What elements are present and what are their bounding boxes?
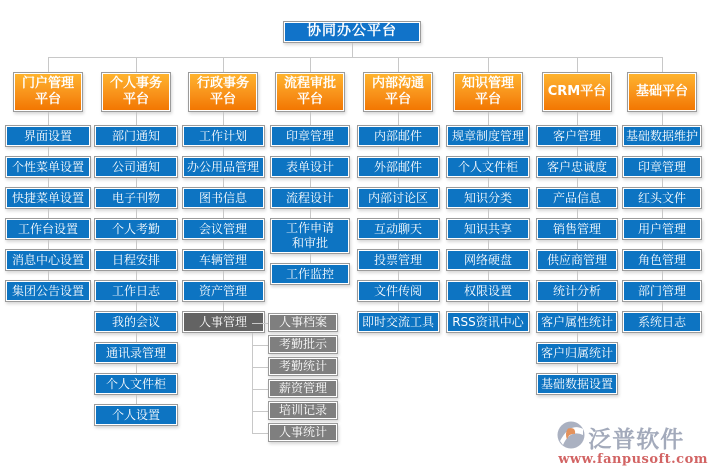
chart-node-label: 工作台设置	[17, 221, 78, 236]
chart-node	[94, 373, 178, 395]
fanpu-logo-icon	[556, 420, 586, 454]
platform-header	[101, 72, 171, 112]
platform-header-label: 个人事务	[109, 75, 162, 91]
chart-node	[446, 156, 530, 178]
chart-node-label: 人事统计	[278, 425, 327, 439]
platform-header-label: 行政事务	[196, 75, 249, 91]
connector-line	[252, 411, 268, 412]
chart-node	[94, 404, 178, 426]
chart-node-label: 通讯录管理	[105, 345, 166, 360]
chart-node	[94, 342, 178, 364]
chart-node	[270, 156, 350, 178]
chart-node-label: 知识共享	[463, 221, 512, 236]
chart-node-label: 流程设计	[285, 190, 334, 205]
chart-node-label: 部门通知	[111, 128, 160, 143]
chart-node-label: 部门管理	[637, 283, 686, 298]
connector-line	[488, 271, 489, 280]
chart-node-label: 内部邮件	[373, 128, 422, 143]
chart-node-label: 工作计划	[198, 128, 247, 143]
platform-header-label: CRM平台	[547, 83, 607, 99]
chart-node-label: 系统日志	[637, 314, 686, 329]
connector-line	[662, 302, 663, 311]
connector-line	[577, 364, 578, 373]
chart-node-label: 即时交流工具	[361, 314, 434, 329]
chart-node-label: 个人文件柜	[457, 159, 518, 174]
chart-node-label: 个人文件柜	[105, 376, 166, 391]
chart-node-label: 工作申请	[285, 221, 334, 235]
platform-header	[542, 72, 612, 112]
platform-header-label: 门户管理	[21, 75, 74, 91]
connector-line	[662, 57, 663, 72]
chart-node-label: RSS资讯中心	[452, 314, 524, 329]
connector-line	[310, 57, 311, 72]
chart-node	[357, 218, 440, 240]
chart-node-label: 产品信息	[552, 190, 601, 205]
chart-node-label-line2: 和审批	[291, 236, 328, 250]
connector-line	[223, 240, 224, 249]
watermark	[556, 420, 708, 467]
chart-node	[622, 249, 702, 271]
chart-node	[446, 280, 530, 302]
connector-line	[48, 57, 662, 58]
chart-node-label: 人事管理	[198, 314, 247, 329]
connector-line	[577, 147, 578, 156]
chart-node	[270, 263, 350, 285]
chart-node	[94, 218, 178, 240]
chart-node-label: 外部邮件	[373, 159, 422, 174]
connector-line	[577, 57, 578, 72]
chart-node	[357, 280, 440, 302]
chart-node	[268, 401, 338, 420]
connector-line	[136, 364, 137, 373]
connector-line	[488, 209, 489, 218]
connector-line	[577, 333, 578, 342]
platform-header-label: 流程审批	[283, 75, 336, 91]
chart-node	[622, 125, 702, 147]
chart-node-label: 权限设置	[463, 283, 512, 298]
chart-node	[536, 280, 618, 302]
connector-line	[398, 147, 399, 156]
chart-node	[536, 342, 618, 364]
chart-node	[536, 187, 618, 209]
chart-node	[94, 280, 178, 302]
chart-node-label: 销售管理	[552, 221, 601, 236]
chart-node	[357, 125, 440, 147]
chart-node	[536, 218, 618, 240]
chart-node	[270, 218, 350, 254]
connector-line	[398, 57, 399, 72]
connector-line	[223, 147, 224, 156]
chart-node-label: 互动聊天	[373, 221, 422, 236]
connector-line	[577, 112, 578, 125]
chart-node-label: 基础数据设置	[540, 376, 613, 391]
chart-node-label: 个性菜单设置	[11, 159, 84, 174]
chart-node	[182, 249, 265, 271]
connector-line	[662, 271, 663, 280]
connector-line	[662, 112, 663, 125]
chart-node-label: 工作监控	[285, 266, 334, 281]
connector-line	[136, 271, 137, 280]
chart-node-label: 供应商管理	[546, 252, 607, 267]
connector-line	[136, 333, 137, 342]
chart-node-label: 集团公告设置	[11, 283, 84, 298]
platform-header	[13, 72, 83, 112]
chart-node	[536, 373, 618, 395]
chart-node	[5, 249, 91, 271]
chart-node	[622, 218, 702, 240]
chart-node	[446, 218, 530, 240]
chart-node	[536, 156, 618, 178]
chart-node	[357, 311, 440, 333]
chart-node	[622, 280, 702, 302]
connector-line	[48, 178, 49, 187]
chart-node	[5, 125, 91, 147]
chart-node-label: 印章管理	[285, 128, 334, 143]
chart-node	[268, 357, 338, 376]
connector-line	[662, 178, 663, 187]
connector-line	[252, 367, 268, 368]
connector-line	[136, 395, 137, 404]
chart-node-label: 基础数据维护	[625, 128, 698, 143]
chart-node-label: 角色管理	[637, 252, 686, 267]
connector-line	[48, 240, 49, 249]
connector-line	[310, 112, 311, 125]
chart-node-label: 客户归属统计	[540, 345, 613, 360]
chart-node-label: 车辆管理	[198, 252, 247, 267]
watermark-url: www.fanpusoft.com	[558, 452, 708, 467]
chart-node	[182, 156, 265, 178]
chart-node-label: 快捷菜单设置	[11, 190, 84, 205]
chart-node	[357, 249, 440, 271]
connector-line	[136, 209, 137, 218]
connector-line	[252, 333, 253, 433]
chart-node	[5, 218, 91, 240]
connector-line	[48, 209, 49, 218]
chart-node-label: 网络硬盘	[463, 252, 512, 267]
watermark-brand: 泛普软件	[588, 426, 685, 453]
chart-node	[94, 156, 178, 178]
platform-header	[188, 72, 258, 112]
connector-line	[310, 147, 311, 156]
chart-node	[182, 280, 265, 302]
chart-node-label: 表单设计	[285, 159, 334, 174]
connector-line	[398, 240, 399, 249]
watermark-row	[556, 420, 708, 454]
chart-node-label: 投票管理	[373, 252, 422, 267]
connector-line	[252, 323, 268, 324]
chart-node	[536, 249, 618, 271]
platform-header	[275, 72, 345, 112]
chart-node-label: 统计分析	[552, 283, 601, 298]
chart-node-label: 文件传阅	[373, 283, 422, 298]
chart-title	[283, 21, 421, 43]
connector-line	[136, 302, 137, 311]
chart-node	[357, 187, 440, 209]
chart-node	[446, 125, 530, 147]
connector-line	[488, 57, 489, 72]
connector-line	[577, 302, 578, 311]
connector-line	[223, 302, 224, 311]
connector-line	[310, 254, 311, 263]
chart-node-label: 电子刊物	[111, 190, 160, 205]
platform-header-label-line2: 平台	[296, 92, 323, 107]
chart-node-label: 个人考勤	[111, 221, 160, 236]
connector-line	[488, 147, 489, 156]
chart-node	[446, 249, 530, 271]
chart-node	[446, 311, 530, 333]
chart-node-label: 界面设置	[23, 128, 72, 143]
connector-line	[398, 209, 399, 218]
platform-header	[627, 72, 697, 112]
connector-line	[662, 209, 663, 218]
chart-node-label: 公司通知	[111, 159, 160, 174]
chart-node-label: 客户属性统计	[540, 314, 613, 329]
chart-node-label: 我的会议	[111, 314, 160, 329]
chart-node-label: 工作日志	[111, 283, 160, 298]
chart-node-label: 资产管理	[198, 283, 247, 298]
connector-line	[488, 240, 489, 249]
chart-node	[622, 156, 702, 178]
chart-node	[536, 125, 618, 147]
connector-line	[577, 240, 578, 249]
chart-node-label: 个人设置	[111, 407, 160, 422]
connector-line	[223, 57, 224, 72]
connector-line	[223, 112, 224, 125]
chart-node-label: 用户管理	[637, 221, 686, 236]
platform-header-label-line2: 平台	[209, 92, 236, 107]
chart-node-label: 图书信息	[198, 190, 247, 205]
chart-node	[182, 125, 265, 147]
chart-node-label: 印章管理	[637, 159, 686, 174]
chart-node-label: 客户管理	[552, 128, 601, 143]
connector-line	[136, 178, 137, 187]
chart-title-label: 协同办公平台	[307, 23, 397, 40]
chart-node-label: 考勤批示	[278, 337, 327, 351]
platform-header-label-line2: 平台	[474, 92, 501, 107]
chart-node	[5, 280, 91, 302]
connector-line	[398, 302, 399, 311]
chart-node-label: 红头文件	[637, 190, 686, 205]
chart-node	[268, 423, 338, 442]
connector-line	[223, 209, 224, 218]
chart-node	[357, 156, 440, 178]
chart-node	[5, 156, 91, 178]
chart-node	[622, 311, 702, 333]
connector-line	[48, 112, 49, 125]
chart-node-label: 培训记录	[278, 403, 327, 417]
connector-line	[136, 57, 137, 72]
chart-node-label: 规章制度管理	[451, 128, 524, 143]
connector-line	[662, 240, 663, 249]
connector-line	[398, 178, 399, 187]
connector-line	[488, 178, 489, 187]
connector-line	[48, 147, 49, 156]
chart-node	[94, 125, 178, 147]
connector-line	[48, 271, 49, 280]
connector-line	[577, 271, 578, 280]
connector-line	[252, 433, 268, 434]
platform-header-label: 基础平台	[635, 83, 688, 99]
connector-line	[488, 112, 489, 125]
chart-node	[622, 187, 702, 209]
chart-node-label: 考勤统计	[278, 359, 327, 373]
chart-node	[94, 187, 178, 209]
chart-node	[94, 249, 178, 271]
platform-header-label: 内部沟通	[371, 75, 424, 91]
chart-node-label: 办公用品管理	[186, 159, 259, 174]
chart-node	[270, 187, 350, 209]
connector-line	[136, 112, 137, 125]
chart-node-label: 客户忠诚度	[546, 159, 607, 174]
platform-header-label-line2: 平台	[384, 92, 411, 107]
connector-line	[310, 178, 311, 187]
connector-line	[577, 178, 578, 187]
chart-node	[536, 311, 618, 333]
connector-line	[252, 345, 268, 346]
chart-node	[182, 218, 265, 240]
connector-line	[252, 389, 268, 390]
chart-node-label: 会议管理	[198, 221, 247, 236]
platform-header-label: 知识管理	[461, 75, 514, 91]
chart-node-label: 内部讨论区	[367, 190, 428, 205]
platform-header-label-line2: 平台	[122, 92, 149, 107]
platform-header-label-line2: 平台	[34, 92, 61, 107]
connector-line	[136, 147, 137, 156]
connector-line	[136, 240, 137, 249]
connector-line	[577, 209, 578, 218]
chart-node	[270, 125, 350, 147]
chart-node	[182, 311, 265, 333]
chart-node	[182, 187, 265, 209]
chart-node	[268, 379, 338, 398]
chart-node-label: 薪资管理	[278, 381, 327, 395]
connector-line	[48, 57, 49, 72]
chart-node-label: 知识分类	[463, 190, 512, 205]
connector-line	[488, 302, 489, 311]
connector-line	[662, 147, 663, 156]
chart-node-label: 日程安排	[111, 252, 160, 267]
chart-node	[268, 313, 338, 332]
connector-line	[398, 112, 399, 125]
chart-node-label: 人事档案	[278, 315, 327, 329]
chart-node	[446, 187, 530, 209]
chart-node-label: 消息中心设置	[11, 252, 84, 267]
connector-line	[223, 178, 224, 187]
connector-line	[310, 209, 311, 218]
connector-line	[398, 271, 399, 280]
chart-node	[94, 311, 178, 333]
chart-node	[5, 187, 91, 209]
platform-header	[453, 72, 523, 112]
chart-node	[268, 335, 338, 354]
connector-line	[223, 271, 224, 280]
connector-line	[352, 43, 353, 57]
platform-header	[363, 72, 433, 112]
